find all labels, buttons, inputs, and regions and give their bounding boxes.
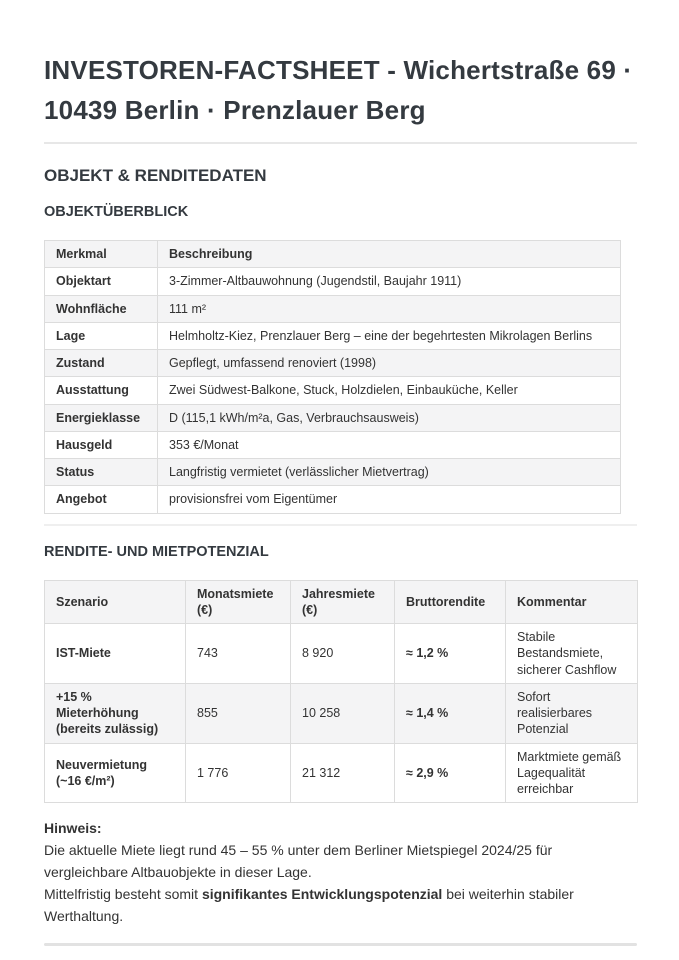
table-cell: D (115,1 kWh/m²a, Gas, Verbrauchsausweis): [158, 404, 621, 431]
table-body: [45, 268, 621, 513]
column-header: Merkmal: [45, 241, 158, 268]
table-row: [45, 295, 621, 322]
hinweis-note: [44, 817, 637, 927]
table-cell: 855: [186, 683, 291, 743]
hinweis-text-2-post: bei weiterhin stabiler Werthaltung.: [44, 886, 574, 925]
table-row: [45, 624, 638, 684]
table-cell: Helmholtz-Kiez, Prenzlauer Berg – eine der begehrtesten Mikrolagen Berlins: [158, 322, 621, 349]
column-header: Jahresmiete (€): [291, 580, 395, 624]
table-row: [45, 459, 621, 486]
table-cell: Marktmiete gemäß Lagequalität erreichbar: [506, 743, 638, 803]
table-cell: 8 920: [291, 624, 395, 684]
hinweis-text-2-bold: signifikantes Entwicklungspotenzial: [201, 886, 443, 903]
table-row: [45, 377, 621, 404]
table-cell: provisionsfrei vom Eigentümer: [158, 486, 621, 513]
table-cell: IST-Miete: [45, 624, 186, 684]
table-cell: Energieklasse: [45, 404, 158, 431]
table-cell: Wohnfläche: [45, 295, 158, 322]
sub-heading-objektueberblick: OBJEKTÜBERBLICK: [44, 204, 189, 220]
hinweis-text-2-pre: Mittelfristig besteht somit: [44, 886, 202, 903]
table-cell: 3-Zimmer-Altbauwohnung (Jugendstil, Baujahr 1911): [158, 268, 621, 295]
table-cell: Ausstattung: [45, 377, 158, 404]
hinweis-label: Hinweis:: [44, 820, 102, 837]
table-cell: 353 €/Monat: [158, 431, 621, 458]
table-row: [45, 743, 638, 803]
table-cell: Zustand: [45, 350, 158, 377]
table-cell: +15 % Mieterhöhung (bereits zulässig): [45, 683, 186, 743]
table-row: [45, 322, 621, 349]
section-divider: [44, 524, 637, 526]
table-cell: Zwei Südwest-Balkone, Stuck, Holzdielen, Einbauküche, Keller: [158, 377, 621, 404]
title-divider: [44, 142, 637, 144]
table-cell: Lage: [45, 322, 158, 349]
bottom-divider: [44, 943, 637, 946]
table-cell: 21 312: [291, 743, 395, 803]
section-heading-objekt-renditedaten: OBJEKT & RENDITEDATEN: [44, 166, 267, 185]
table-row: [45, 268, 621, 295]
table-body: [45, 624, 638, 803]
rendite-mietpotenzial-table: [44, 580, 638, 804]
table-cell: 10 258: [291, 683, 395, 743]
table-cell: ≈ 1,2 %: [395, 624, 506, 684]
table-cell: Hausgeld: [45, 431, 158, 458]
table-row: [45, 683, 638, 743]
table-row: [45, 486, 621, 513]
table-cell: 111 m²: [158, 295, 621, 322]
table-cell: Langfristig vermietet (verlässlicher Mietvertrag): [158, 459, 621, 486]
column-header: Bruttorendite: [395, 580, 506, 624]
sub-heading-rendite-mietpotenzial: RENDITE- UND MIETPOTENZIAL: [44, 543, 269, 560]
column-header: Beschreibung: [158, 241, 621, 268]
column-header: Kommentar: [506, 580, 638, 624]
table-header-row: [45, 241, 621, 268]
table-cell: Objektart: [45, 268, 158, 295]
column-header: Szenario: [45, 580, 186, 624]
column-header: Monatsmiete (€): [186, 580, 291, 624]
table-cell: ≈ 2,9 %: [395, 743, 506, 803]
table-cell: 1 776: [186, 743, 291, 803]
objektueberblick-table: [44, 240, 621, 514]
table-cell: ≈ 1,4 %: [395, 683, 506, 743]
page-title: INVESTOREN-FACTSHEET - Wichertstraße 69 · 10439 Berlin · Prenzlauer Berg: [44, 55, 633, 125]
table-cell: Status: [45, 459, 158, 486]
table-cell: Gepflegt, umfassend renoviert (1998): [158, 350, 621, 377]
table-cell: Angebot: [45, 486, 158, 513]
table-row: [45, 404, 621, 431]
table-cell: Sofort realisierbares Potenzial: [506, 683, 638, 743]
table-cell: Stabile Bestandsmiete, sicherer Cashflow: [506, 624, 638, 684]
hinweis-text-1: Die aktuelle Miete liegt rund 45 – 55 % unter dem Berliner Mietspiegel 2024/25 für vergleichbare Altbauobjekte in dieser Lage.: [44, 842, 553, 881]
table-row: [45, 431, 621, 458]
table-row: [45, 350, 621, 377]
table-cell: Neuvermietung (~16 €/m²): [45, 743, 186, 803]
table-header-row: [45, 580, 638, 624]
table-cell: 743: [186, 624, 291, 684]
